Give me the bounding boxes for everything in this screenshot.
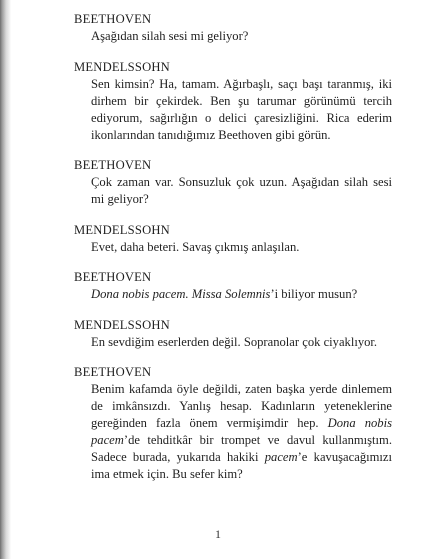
dialogue-line: En sevdiğim eserlerden değil. Sopranolar çok ciyaklıyor. — [91, 334, 378, 349]
italic-title: Dona nobis pacem. Missa Solemnis — [91, 287, 271, 301]
dialogue-line: Aşağıdan silah sesi mi geliyor? — [91, 29, 249, 43]
line-text: ’e kavuşacağımızı ima etmek için. Bu sefer kim? — [91, 450, 392, 481]
dialogue-block — [74, 317, 392, 351]
speaker-name: BEETHOVEN — [74, 12, 152, 26]
speaker-name: MENDELSSOHN — [74, 222, 170, 237]
line-text: ’de tehditkâr bir trompet ve davul kullanmıştım. Sadece burada, yukarıda hakiki — [91, 433, 392, 464]
dialogue-line — [74, 381, 392, 483]
speaker-name: MENDELSSOHN — [74, 59, 170, 74]
italic-title: Dona nobis pacem — [91, 416, 392, 447]
speaker-name: BEETHOVEN — [74, 270, 152, 284]
script-text — [74, 11, 392, 497]
dialogue-line: Sen kimsin? Ha, tamam. Ağırbaşlı, saçı başı taranmış, iki dirhem bir çekirdek. Ben şu tarumar görünümü tercih ediyorum, sağırlığın o delici çaresizliğini. Rica ederim ikonlarından tanıdığımız Beethoven gibi görün. — [91, 76, 392, 142]
dialogue-line: Çok zaman var. Sonsuzluk çok uzun. Aşağıdan silah sesi mi geliyor? — [91, 175, 392, 206]
dialogue-line — [74, 286, 392, 303]
line-text: Benim kafamda öyle değildi, zaten başka yerde dinlemem de imkânsızdı. Yanlış hesap. Kadınların yeteneklerine gereğinden fazla önem vermişimdir hep. — [91, 382, 392, 430]
dialogue-block — [74, 269, 392, 303]
speaker-name: MENDELSSOHN — [74, 317, 170, 332]
italic-word: pacem — [264, 450, 298, 464]
page-number: 1 — [215, 527, 221, 541]
dialogue-block — [74, 364, 392, 483]
dialogue-block — [74, 59, 392, 144]
speaker-name: BEETHOVEN — [74, 158, 152, 172]
page-binding-shadow — [0, 0, 11, 559]
dialogue-block — [74, 157, 392, 208]
line-text: ’i biliyor musun? — [270, 287, 358, 301]
dialogue-line: Evet, daha beteri. Savaş çıkmış anlaşılan. — [91, 239, 300, 254]
dialogue-block — [74, 222, 392, 256]
dialogue-block — [74, 11, 392, 45]
speaker-name: BEETHOVEN — [74, 365, 152, 379]
